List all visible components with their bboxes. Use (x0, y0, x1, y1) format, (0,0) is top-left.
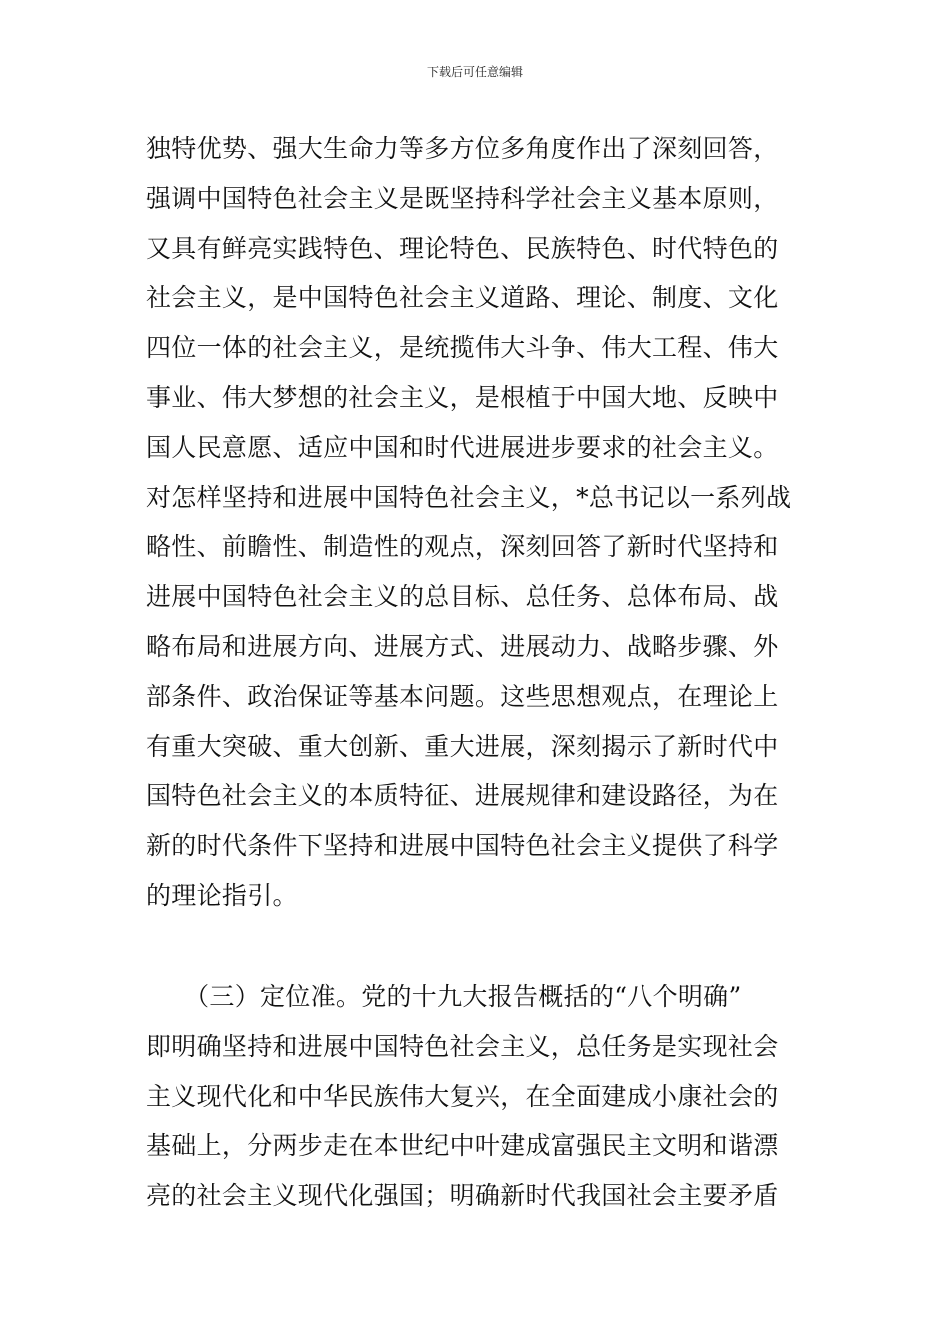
text-line: 新的时代条件下坚持和进展中国特色社会主义提供了科学 (146, 831, 779, 861)
text-line: 国人民意愿、适应中国和时代进展进步要求的社会主义。 (146, 432, 779, 462)
text-line: 国特色社会主义的本质特征、进展规律和建设路径，为在 (146, 781, 779, 811)
text-line: 又具有鲜亮实践特色、理论特色、民族特色、时代特色的 (146, 233, 779, 263)
text-line: 部条件、政治保证等基本问题。这些思想观点，在理论上 (146, 681, 779, 711)
text-line: 基础上，分两步走在本世纪中叶建成富强民主文明和谐漂 (146, 1131, 779, 1161)
text-line: 有重大突破、重大创新、重大进展，深刻揭示了新时代中 (146, 731, 779, 761)
text-line: 对怎样坚持和进展中国特色社会主义，*总书记以一系列战 (146, 482, 792, 512)
paragraph-2 (146, 972, 818, 1221)
text-line: 亮的社会主义现代化强国；明确新时代我国社会主要矛盾 (146, 1181, 779, 1211)
text-line: 独特优势、强大生命力等多方位多角度作出了深刻回答， (146, 134, 779, 163)
paragraph-1 (146, 124, 818, 921)
text-line: 主义现代化和中华民族伟大复兴，在全面建成小康社会的 (146, 1081, 779, 1111)
text-line: 事业、伟大梦想的社会主义，是根植于中国大地、反映中 (146, 382, 779, 412)
text-line: 四位一体的社会主义，是统揽伟大斗争、伟大工程、伟大 (146, 333, 779, 363)
text-line: 社会主义，是中国特色社会主义道路、理论、制度、文化 (146, 283, 779, 313)
text-line: 即明确坚持和进展中国特色社会主义，总任务是实现社会 (146, 1031, 779, 1061)
text-line: 略性、前瞻性、制造性的观点，深刻回答了新时代坚持和 (146, 532, 779, 562)
text-line: 的理论指引。 (146, 880, 298, 910)
text-line: 略布局和进展方向、进展方式、进展动力、战略步骤、外 (146, 631, 779, 661)
text-line: 进展中国特色社会主义的总目标、总任务、总体布局、战 (146, 582, 779, 612)
page-header: 下载后可任意编辑 (426, 65, 523, 79)
text-line: （三）定位准。党的十九大报告概括的“八个明确” (146, 982, 742, 1011)
text-line: 强调中国特色社会主义是既坚持科学社会主义基本原则， (146, 183, 779, 213)
